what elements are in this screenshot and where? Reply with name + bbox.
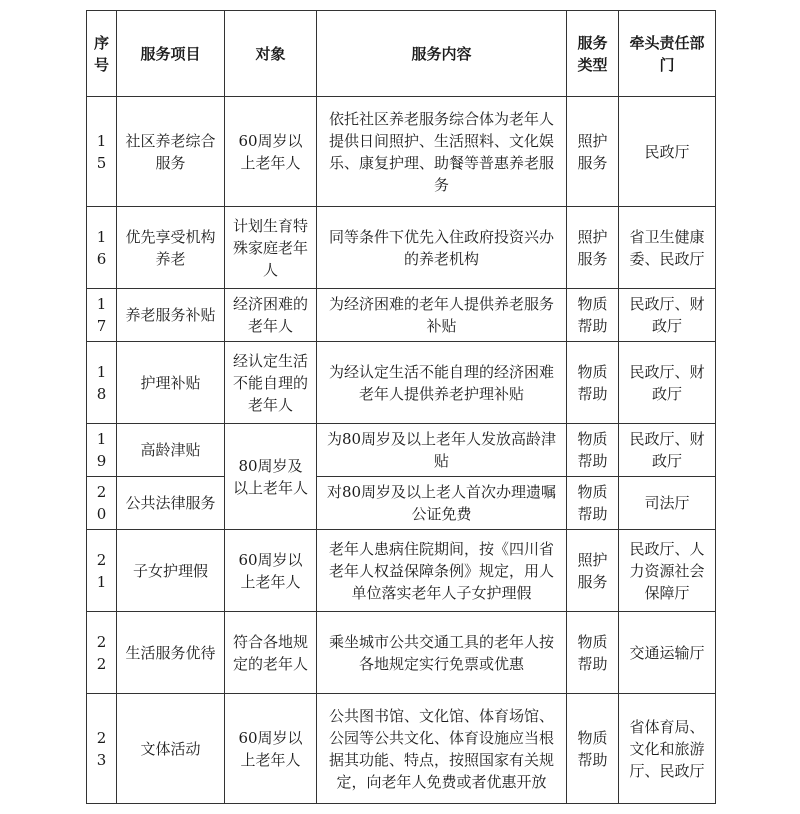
- row-no: 17: [87, 289, 117, 342]
- row-dept: 交通运输厅: [619, 612, 716, 694]
- table-row: [87, 530, 716, 612]
- header-target: 对象: [225, 11, 317, 97]
- row-dept: 民政厅、人力资源社会保障厅: [619, 530, 716, 612]
- row-no: 23: [87, 694, 117, 804]
- table-row: [87, 612, 716, 694]
- row-target: 60周岁以上老年人: [225, 694, 317, 804]
- row-item: 生活服务优待: [117, 612, 225, 694]
- row-content: 为经认定生活不能自理的经济困难老年人提供养老护理补贴: [317, 342, 567, 424]
- row-type: 照护服务: [567, 530, 619, 612]
- row-dept: 民政厅: [619, 97, 716, 207]
- row-item: 优先享受机构养老: [117, 207, 225, 289]
- row-dept: 民政厅、财政厅: [619, 342, 716, 424]
- row-no: 16: [87, 207, 117, 289]
- row-item: 高龄津贴: [117, 424, 225, 477]
- row-target: 60周岁以上老年人: [225, 97, 317, 207]
- table-row: [87, 342, 716, 424]
- row-no: 20: [87, 477, 117, 530]
- row-no: 18: [87, 342, 117, 424]
- header-item: 服务项目: [117, 11, 225, 97]
- table-row: [87, 289, 716, 342]
- row-dept: 民政厅、财政厅: [619, 424, 716, 477]
- row-no: 15: [87, 97, 117, 207]
- row-item: 社区养老综合服务: [117, 97, 225, 207]
- row-dept: 司法厅: [619, 477, 716, 530]
- row-type: 照护服务: [567, 97, 619, 207]
- row-dept: 民政厅、财政厅: [619, 289, 716, 342]
- row-target: 80周岁及以上老年人: [225, 424, 317, 530]
- row-content: 老年人患病住院期间，按《四川省老年人权益保障条例》规定，用人单位落实老年人子女护理假: [317, 530, 567, 612]
- row-content: 乘坐城市公共交通工具的老年人按各地规定实行免票或优惠: [317, 612, 567, 694]
- table-row: [87, 424, 716, 477]
- row-type: 物质帮助: [567, 424, 619, 477]
- row-item: 文体活动: [117, 694, 225, 804]
- header-dept: 牵头责任部门: [619, 11, 716, 97]
- header-no: 序号: [87, 11, 117, 97]
- row-item: 公共法律服务: [117, 477, 225, 530]
- row-target: 符合各地规定的老年人: [225, 612, 317, 694]
- row-type: 照护服务: [567, 207, 619, 289]
- row-type: 物质帮助: [567, 477, 619, 530]
- row-item: 养老服务补贴: [117, 289, 225, 342]
- row-content: 依托社区养老服务综合体为老年人提供日间照护、生活照料、文化娱乐、康复护理、助餐等普惠养老服务: [317, 97, 567, 207]
- table-row: [87, 694, 716, 804]
- row-content: 对80周岁及以上老人首次办理遗嘱公证免费: [317, 477, 567, 530]
- row-item: 护理补贴: [117, 342, 225, 424]
- table-row: [87, 207, 716, 289]
- row-type: 物质帮助: [567, 694, 619, 804]
- services-table: [86, 10, 716, 804]
- row-type: 物质帮助: [567, 289, 619, 342]
- row-no: 21: [87, 530, 117, 612]
- row-target: 经认定生活不能自理的老年人: [225, 342, 317, 424]
- row-content: 公共图书馆、文化馆、体育场馆、公园等公共文化、体育设施应当根据其功能、特点，按照国家有关规定，向老年人免费或者优惠开放: [317, 694, 567, 804]
- row-content: 为80周岁及以上老年人发放高龄津贴: [317, 424, 567, 477]
- table-row: [87, 477, 716, 530]
- header-type: 服务类型: [567, 11, 619, 97]
- row-target: 60周岁以上老年人: [225, 530, 317, 612]
- row-target: 经济困难的老年人: [225, 289, 317, 342]
- row-target: 计划生育特殊家庭老年人: [225, 207, 317, 289]
- table-row: [87, 97, 716, 207]
- row-dept: 省体育局、文化和旅游厅、民政厅: [619, 694, 716, 804]
- header-row: [87, 11, 716, 97]
- row-dept: 省卫生健康委、民政厅: [619, 207, 716, 289]
- row-item: 子女护理假: [117, 530, 225, 612]
- row-content: 同等条件下优先入住政府投资兴办的养老机构: [317, 207, 567, 289]
- row-no: 22: [87, 612, 117, 694]
- row-type: 物质帮助: [567, 612, 619, 694]
- row-type: 物质帮助: [567, 342, 619, 424]
- row-content: 为经济困难的老年人提供养老服务补贴: [317, 289, 567, 342]
- row-no: 19: [87, 424, 117, 477]
- header-content: 服务内容: [317, 11, 567, 97]
